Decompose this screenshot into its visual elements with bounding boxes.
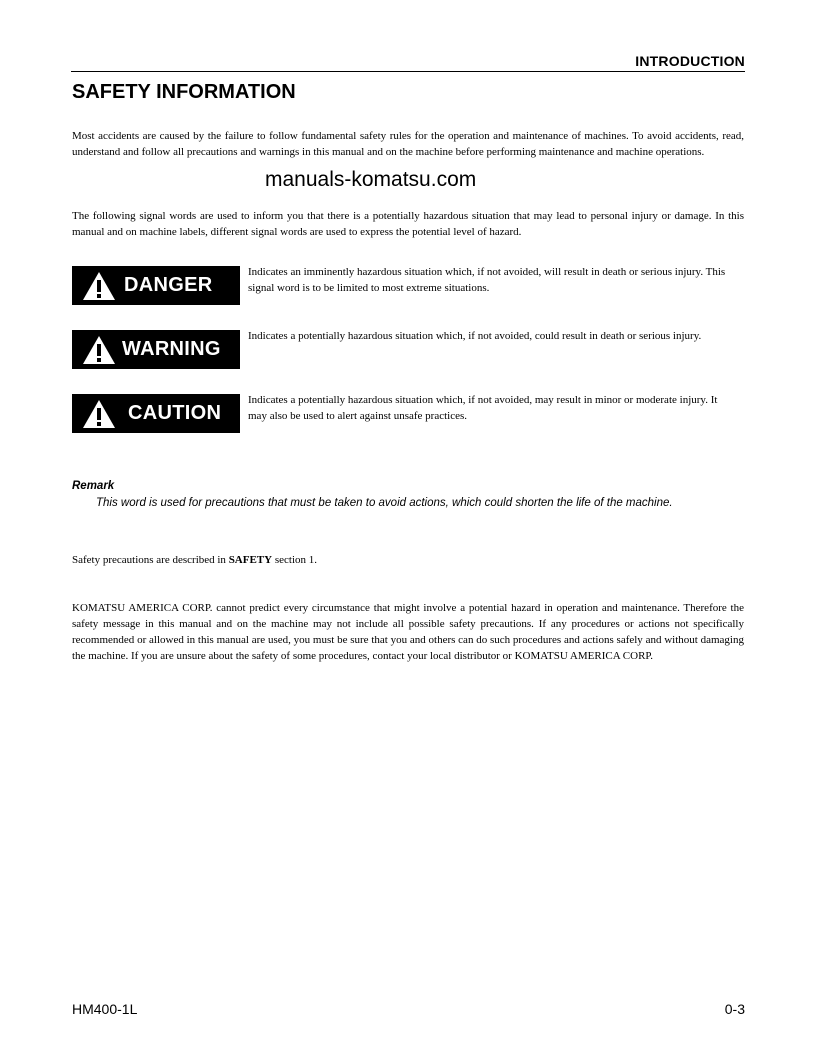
danger-description: Indicates an imminently hazardous situation which, if not avoided, will result in death or serious injury. This signal word is to be limited to most extreme situations.: [248, 266, 726, 294]
page-title: SAFETY INFORMATION: [72, 81, 296, 103]
danger-signal-label: [72, 266, 240, 305]
footer-page-number: 0-3: [724, 1001, 745, 1017]
footer-model: HM400-1L: [72, 1001, 138, 1017]
precautions-text-after: section 1.: [272, 554, 318, 566]
warning-signal-label: [72, 330, 240, 369]
caution-signal-label: [72, 394, 240, 433]
caution-description: Indicates a potentially hazardous situation which, if not avoided, may result in minor or moderate injury. It may also be used to alert against unsafe practices.: [248, 394, 718, 422]
warning-triangle-icon: [82, 271, 116, 301]
closing-paragraph: KOMATSU AMERICA CORP. cannot predict every circumstance that might involve a potential hazard in operation and maintenance. Therefore the safety message in this manual and on the machine may not include all possible safety precautions. If any procedures or actions not specifically recommended or allowed in this manual are used, you must be sure that you and others can do such procedures and actions safely and without damaging the machine. If you are unsure about the safety of some procedures, contact your local distributor or KOMATSU AMERICA CORP.: [72, 602, 744, 662]
safety-section-ref: SAFETY: [228, 554, 273, 566]
watermark: manuals-komatsu.com: [265, 168, 477, 191]
warning-triangle-icon: [82, 399, 116, 429]
intro-paragraph: Most accidents are caused by the failure to follow fundamental safety rules for the operation and maintenance of machines. To avoid accidents, read, understand and follow all precautions and warnings in this manual and on the machine before performing maintenance and machine operations.: [72, 130, 744, 158]
danger-word: DANGER: [124, 274, 213, 296]
warning-description: Indicates a potentially hazardous situation which, if not avoided, could result in death or serious injury.: [248, 330, 702, 342]
remark-label: Remark: [72, 480, 115, 492]
signal-words-paragraph: The following signal words are used to inform you that there is a potentially hazardous situation that may lead to personal injury or damage. In this manual and on machine labels, different signal words are used to express the potential level of hazard.: [72, 210, 744, 238]
caution-word: CAUTION: [128, 402, 222, 424]
header-rule: [71, 71, 745, 72]
precautions-sentence: [72, 552, 744, 568]
warning-triangle-icon: [82, 335, 116, 365]
precautions-text-before: Safety precautions are described in: [72, 554, 229, 566]
remark-text: This word is used for precautions that must be taken to avoid actions, which could shorten the life of the machine.: [96, 497, 673, 509]
section-header: INTRODUCTION: [635, 53, 745, 69]
warning-word: WARNING: [122, 338, 221, 360]
